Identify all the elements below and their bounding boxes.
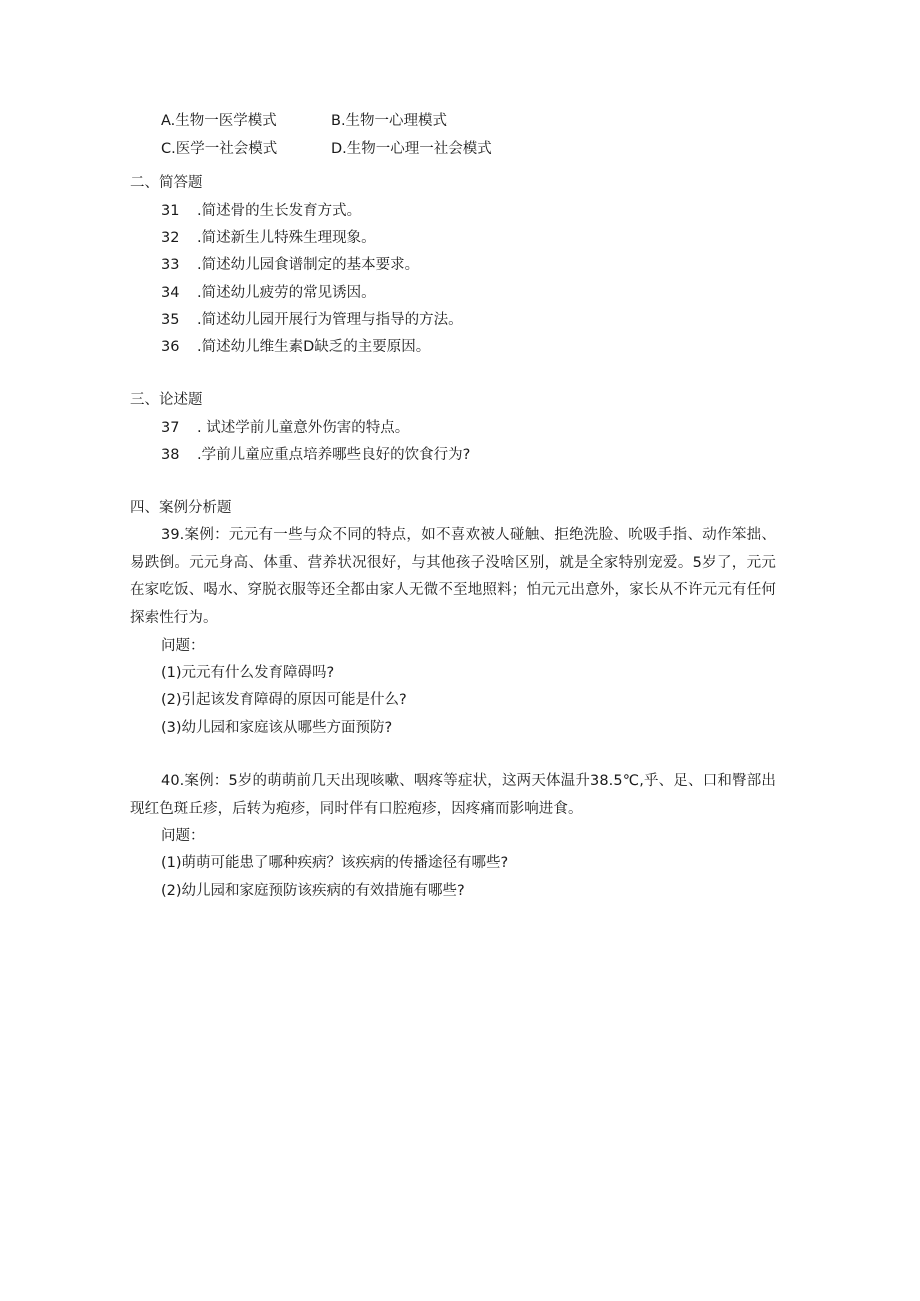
case-40-question-label: 问题： (161, 828, 205, 844)
question-number: 37 (161, 420, 180, 436)
question-number: 33 (161, 257, 180, 273)
case-40-paragraph: 40.案例：5岁的萌萌前几天出现咳嗽、咽疼等症状，这两天体温升38.5℃,乎、足、口和臀部出现红色斑丘疹，后转为疱疹，同时伴有口腔疱疹，因疼痛而影响进食。 (130, 773, 776, 817)
question-number: 31 (161, 203, 180, 219)
question-text: . 试述学前儿童意外伤害的特点。 (197, 420, 410, 436)
option-b: B.生物一心理模式 (331, 113, 448, 129)
question-text: .简述幼儿园食谱制定的基本要求。 (197, 257, 420, 273)
question-number: 38 (161, 447, 180, 463)
case-39-question-1: (1)元元有什么发育障碍吗? (161, 665, 335, 681)
case-39-question-label: 问题： (161, 638, 205, 654)
question-number: 32 (161, 230, 180, 246)
question-31 (161, 201, 361, 223)
question-text: .简述新生儿特殊生理现象。 (197, 230, 376, 246)
section-heading-short-answer: 二、简答题 (130, 175, 203, 191)
question-text: .学前儿童应重点培养哪些良好的饮食行为? (197, 447, 471, 463)
case-39-question-2: (2)引起该发育障碍的原因可能是什么? (161, 692, 407, 708)
case-39-question-3: (3)幼儿园和家庭该从哪些方面预防? (161, 720, 393, 736)
option-d: D.生物一心理一社会模式 (331, 141, 492, 157)
question-38 (161, 445, 470, 467)
question-34 (161, 283, 376, 305)
option-c: C.医学一社会模式 (161, 141, 278, 157)
section-heading-case-analysis: 四、案例分析题 (130, 500, 232, 516)
case-39-paragraph: 39.案例：元元有一些与众不同的特点，如不喜欢被人碰触、拒绝洗脸、吮吸手指、动作笨拙、易跌倒。元元身高、体重、营养状况很好，与其他孩子没啥区别，就是全家特别宠爱。5岁了，元元在家吃饭、喝水、穿脱衣服等还全都由家人无微不至地照料；怕元元出意外，家长从不许元元有任何探索性行为。 (130, 527, 776, 626)
question-number: 35 (161, 312, 180, 328)
question-text: .简述幼儿疲劳的常见诱因。 (197, 285, 376, 301)
question-36 (161, 337, 430, 359)
case-40-question-1: (1)萌萌可能患了哪种疾病？该疾病的传播途径有哪些? (161, 855, 509, 871)
question-text: .简述幼儿维生素D缺乏的主要原因。 (197, 339, 431, 355)
question-text: .简述幼儿园开展行为管理与指导的方法。 (197, 312, 463, 328)
question-32 (161, 228, 376, 250)
case-40-question-2: (2)幼儿园和家庭预防该疾病的有效措施有哪些? (161, 883, 465, 899)
section-heading-essay: 三、论述题 (130, 392, 203, 408)
question-number: 36 (161, 339, 180, 355)
question-37 (161, 418, 409, 440)
option-a: A.生物一医学模式 (161, 113, 277, 129)
question-number: 34 (161, 285, 180, 301)
question-text: .简述骨的生长发育方式。 (197, 203, 362, 219)
question-33 (161, 255, 419, 277)
question-35 (161, 310, 463, 332)
